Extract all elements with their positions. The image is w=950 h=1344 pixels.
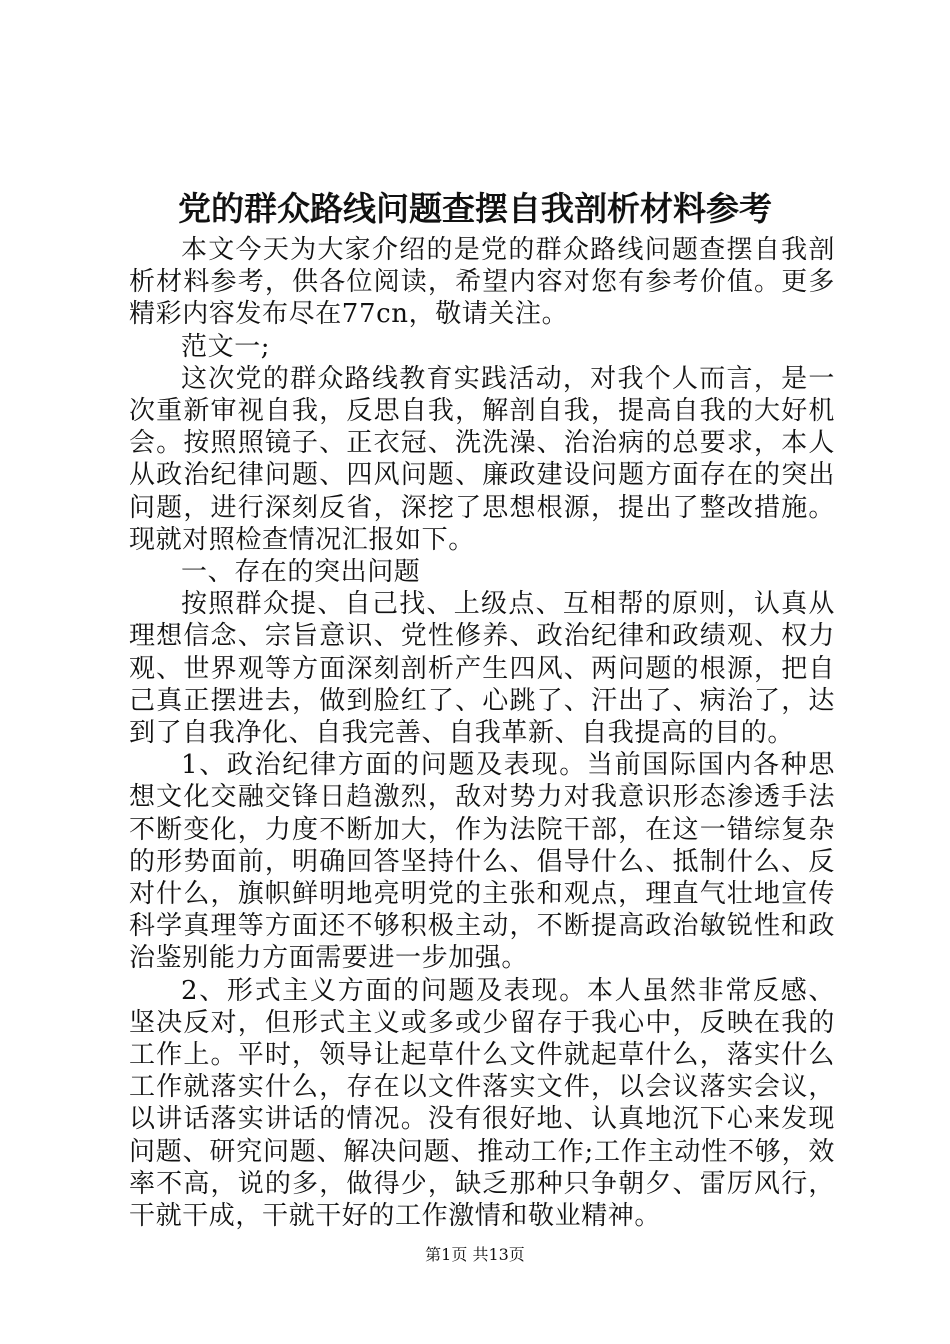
- paragraph-intro: 本文今天为大家介绍的是党的群众路线问题查摆自我剖析材料参考，供各位阅读，希望内容对您有参考价值。更多精彩内容发布尽在77cn，敬请关注。: [129, 235, 835, 330]
- paragraph-political-discipline: 1、政治纪律方面的问题及表现。当前国际国内各种思想文化交融交锋日趋激烈，敌对势力对我意识形态渗透手法不断变化，力度不断加大，作为法院干部，在这一错综复杂的形势面前，明确回答坚持什么、倡导什么、抵制什么、反对什么，旗帜鲜明地亮明党的主张和观点，理直气壮地宣传科学真理等方面还不够积极主动，不断提高政治敏锐性和政治鉴别能力方面需要进一步加强。: [129, 750, 835, 974]
- document-title: 党的群众路线问题查摆自我剖析材料参考: [178, 189, 772, 228]
- paragraph-formalism: 2、形式主义方面的问题及表现。本人虽然非常反感、坚决反对，但形式主义或多或少留存于我心中，反映在我的工作上。平时，领导让起草什么文件就起草什么，落实什么工作就落实什么，存在以文件落实文件，以会议落实会议，以讲话落实讲话的情况。没有很好地、认真地沉下心来发现问题、研究问题、解决问题、推动工作;工作主动性不够，效率不高，说的多，做得少，缺乏那种只争朝夕、雷厉风行，干就干成，干就干好的工作激情和敬业精神。: [129, 975, 835, 1232]
- section-heading: 一、存在的突出问题: [181, 557, 421, 588]
- paragraph-opening: 这次党的群众路线教育实践活动，对我个人而言，是一次重新审视自我，反思自我，解剖自我，提高自我的大好机会。按照照镜子、正衣冠、洗洗澡、治治病的总要求，本人从政治纪律问题、四风问题、廉政建设问题方面存在的突出问题，进行深刻反省，深挖了思想根源，提出了整改措施。现就对照检查情况汇报如下。: [129, 363, 835, 555]
- paragraph-sample-heading: 范文一;: [181, 331, 271, 362]
- document-body: [129, 234, 835, 1232]
- paragraph-principles: 按照群众提、自己找、上级点、互相帮的原则，认真从理想信念、宗旨意识、党性修养、政治纪律和政绩观、权力观、世界观等方面深刻剖析产生四风、两问题的根源，把自己真正摆进去，做到脸红了、心跳了、汗出了、病治了，达到了自我净化、自我完善、自我革新、自我提高的目的。: [129, 589, 835, 749]
- page-footer: 第1页 共13页: [425, 1245, 525, 1264]
